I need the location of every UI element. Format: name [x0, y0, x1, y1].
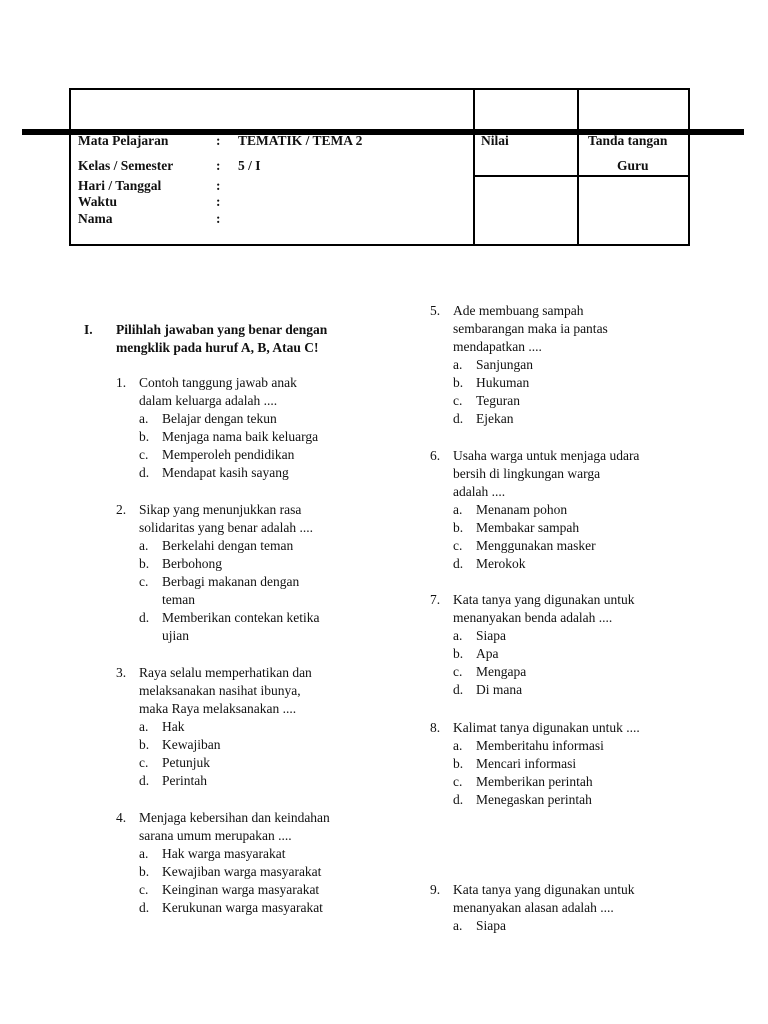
option-text: Memperoleh pendidikan — [162, 447, 295, 462]
option-text: Mendapat kasih sayang — [162, 465, 289, 480]
option-text: Kewajiban — [162, 737, 221, 752]
option-letter[interactable]: a. — [453, 357, 463, 372]
question-text-line: Kata tanya yang digunakan untuk — [453, 592, 635, 607]
option-letter[interactable]: c. — [453, 538, 463, 553]
option-text: Menggunakan masker — [476, 538, 596, 553]
question-text-line: mendapatkan .... — [453, 339, 542, 354]
question-number: 5. — [430, 303, 441, 318]
field-value-mata-pelajaran: TEMATIK / TEMA 2 — [238, 133, 363, 148]
field-colon-kelas-semester: : — [216, 158, 221, 173]
option-text: Mencari informasi — [476, 756, 577, 771]
question-number: 4. — [116, 810, 127, 825]
option-text: Memberikan contekan ketika — [162, 610, 320, 625]
section-instruction-line-1: Pilihlah jawaban yang benar dengan — [116, 322, 328, 337]
field-value-kelas-semester: 5 / I — [238, 158, 261, 173]
option-text: Siapa — [476, 628, 506, 643]
option-text: Membakar sampah — [476, 520, 580, 535]
option-text: Petunjuk — [162, 755, 211, 770]
nilai-label: Nilai — [481, 133, 509, 148]
question-text-line: Sikap yang menunjukkan rasa — [139, 502, 302, 517]
option-letter[interactable]: d. — [139, 900, 150, 915]
option-text: Ejekan — [476, 411, 514, 426]
option-letter[interactable]: b. — [139, 864, 150, 879]
field-label-kelas-semester: Kelas / Semester — [78, 158, 174, 173]
field-colon-hari-tanggal: : — [216, 178, 221, 193]
option-text: Siapa — [476, 918, 506, 933]
option-letter[interactable]: d. — [139, 773, 150, 788]
question-text-line: sarana umum merupakan .... — [139, 828, 292, 843]
option-text: Hak warga masyarakat — [162, 846, 286, 861]
section-number: I. — [84, 322, 93, 337]
question-text-line: Contoh tanggung jawab anak — [139, 375, 297, 390]
option-text: Perintah — [162, 773, 207, 788]
field-label-nama: Nama — [78, 211, 113, 226]
option-text: Berbagi makanan dengan — [162, 574, 300, 589]
option-letter[interactable]: d. — [453, 792, 464, 807]
question-number: 8. — [430, 720, 441, 735]
field-label-mata-pelajaran: Mata Pelajaran — [78, 133, 169, 148]
question-text-line: adalah .... — [453, 484, 506, 499]
option-text: Kerukunan warga masyarakat — [162, 900, 323, 915]
option-letter[interactable]: a. — [453, 738, 463, 753]
option-text: Apa — [476, 646, 499, 661]
question-number: 6. — [430, 448, 441, 463]
option-text: Berbohong — [162, 556, 222, 571]
question-text-line: menanyakan alasan adalah .... — [453, 900, 614, 915]
section-instruction-line-2: mengklik pada huruf A, B, Atau C! — [116, 340, 319, 355]
question-text-line: Usaha warga untuk menjaga udara — [453, 448, 640, 463]
option-letter[interactable]: d. — [139, 610, 150, 625]
question-text-line: solidaritas yang benar adalah .... — [139, 520, 313, 535]
field-label-hari-tanggal: Hari / Tanggal — [78, 178, 162, 193]
question-text-line: bersih di lingkungan warga — [453, 466, 601, 481]
question-text-line: sembarangan maka ia pantas — [453, 321, 608, 336]
question-number: 9. — [430, 882, 441, 897]
option-letter[interactable]: c. — [139, 755, 149, 770]
option-letter[interactable]: c. — [453, 393, 463, 408]
question-number: 2. — [116, 502, 127, 517]
field-colon-nama: : — [216, 211, 221, 226]
option-text: Di mana — [476, 682, 523, 697]
header-divider-1 — [473, 88, 475, 246]
field-colon-waktu: : — [216, 194, 221, 209]
option-letter[interactable]: b. — [453, 520, 464, 535]
option-letter[interactable]: d. — [453, 556, 464, 571]
option-letter[interactable]: d. — [453, 411, 464, 426]
option-letter[interactable]: a. — [139, 846, 149, 861]
option-text: Teguran — [476, 393, 521, 408]
option-text: Memberikan perintah — [476, 774, 593, 789]
question-text-line: dalam keluarga adalah .... — [139, 393, 278, 408]
question-text-line: Kata tanya yang digunakan untuk — [453, 882, 635, 897]
option-text: Keinginan warga masyarakat — [162, 882, 320, 897]
option-letter[interactable]: a. — [453, 502, 463, 517]
question-text-line: Ade membuang sampah — [453, 303, 584, 318]
option-letter[interactable]: c. — [139, 882, 149, 897]
option-text: Kewajiban warga masyarakat — [162, 864, 322, 879]
option-text: Hukuman — [476, 375, 530, 390]
option-text: teman — [162, 592, 195, 607]
option-text: Hak — [162, 719, 185, 734]
question-number: 7. — [430, 592, 441, 607]
option-text: Merokok — [476, 556, 526, 571]
question-text-line: menanyakan benda adalah .... — [453, 610, 613, 625]
option-letter[interactable]: a. — [453, 918, 463, 933]
option-text: Sanjungan — [476, 357, 533, 372]
option-text: Menegaskan perintah — [476, 792, 592, 807]
option-letter[interactable]: a. — [139, 719, 149, 734]
question-number: 3. — [116, 665, 127, 680]
question-number: 1. — [116, 375, 127, 390]
option-text: Berkelahi dengan teman — [162, 538, 294, 553]
option-text: Belajar dengan tekun — [162, 411, 277, 426]
tanda-tangan-label: Tanda tangan — [588, 133, 668, 148]
question-text-line: melaksanakan nasihat ibunya, — [139, 683, 301, 698]
option-letter[interactable]: b. — [453, 375, 464, 390]
field-label-waktu: Waktu — [78, 194, 118, 209]
header-divider-2 — [577, 88, 579, 246]
option-letter[interactable]: c. — [453, 774, 463, 789]
option-text: Menanam pohon — [476, 502, 568, 517]
option-text: Mengapa — [476, 664, 527, 679]
question-text-line: Menjaga kebersihan dan keindahan — [139, 810, 330, 825]
option-letter[interactable]: b. — [139, 429, 150, 444]
option-letter[interactable]: c. — [453, 664, 463, 679]
option-letter[interactable]: d. — [139, 465, 150, 480]
option-text: ujian — [162, 628, 189, 643]
question-text-line: Raya selalu memperhatikan dan — [139, 665, 312, 680]
option-letter[interactable]: b. — [453, 646, 464, 661]
question-text-line: Kalimat tanya digunakan untuk .... — [453, 720, 640, 735]
option-letter[interactable]: b. — [139, 556, 150, 571]
option-letter[interactable]: a. — [139, 538, 149, 553]
option-letter[interactable]: b. — [453, 756, 464, 771]
option-letter[interactable]: a. — [139, 411, 149, 426]
question-text-line: maka Raya melaksanakan .... — [139, 701, 297, 716]
option-letter[interactable]: d. — [453, 682, 464, 697]
option-text: Memberitahu informasi — [476, 738, 604, 753]
option-letter[interactable]: b. — [139, 737, 150, 752]
header-hline-right — [473, 175, 689, 177]
field-colon-mata-pelajaran: : — [216, 133, 221, 148]
option-letter[interactable]: a. — [453, 628, 463, 643]
option-letter[interactable]: c. — [139, 574, 149, 589]
option-letter[interactable]: c. — [139, 447, 149, 462]
guru-label: Guru — [617, 158, 649, 173]
option-text: Menjaga nama baik keluarga — [162, 429, 319, 444]
